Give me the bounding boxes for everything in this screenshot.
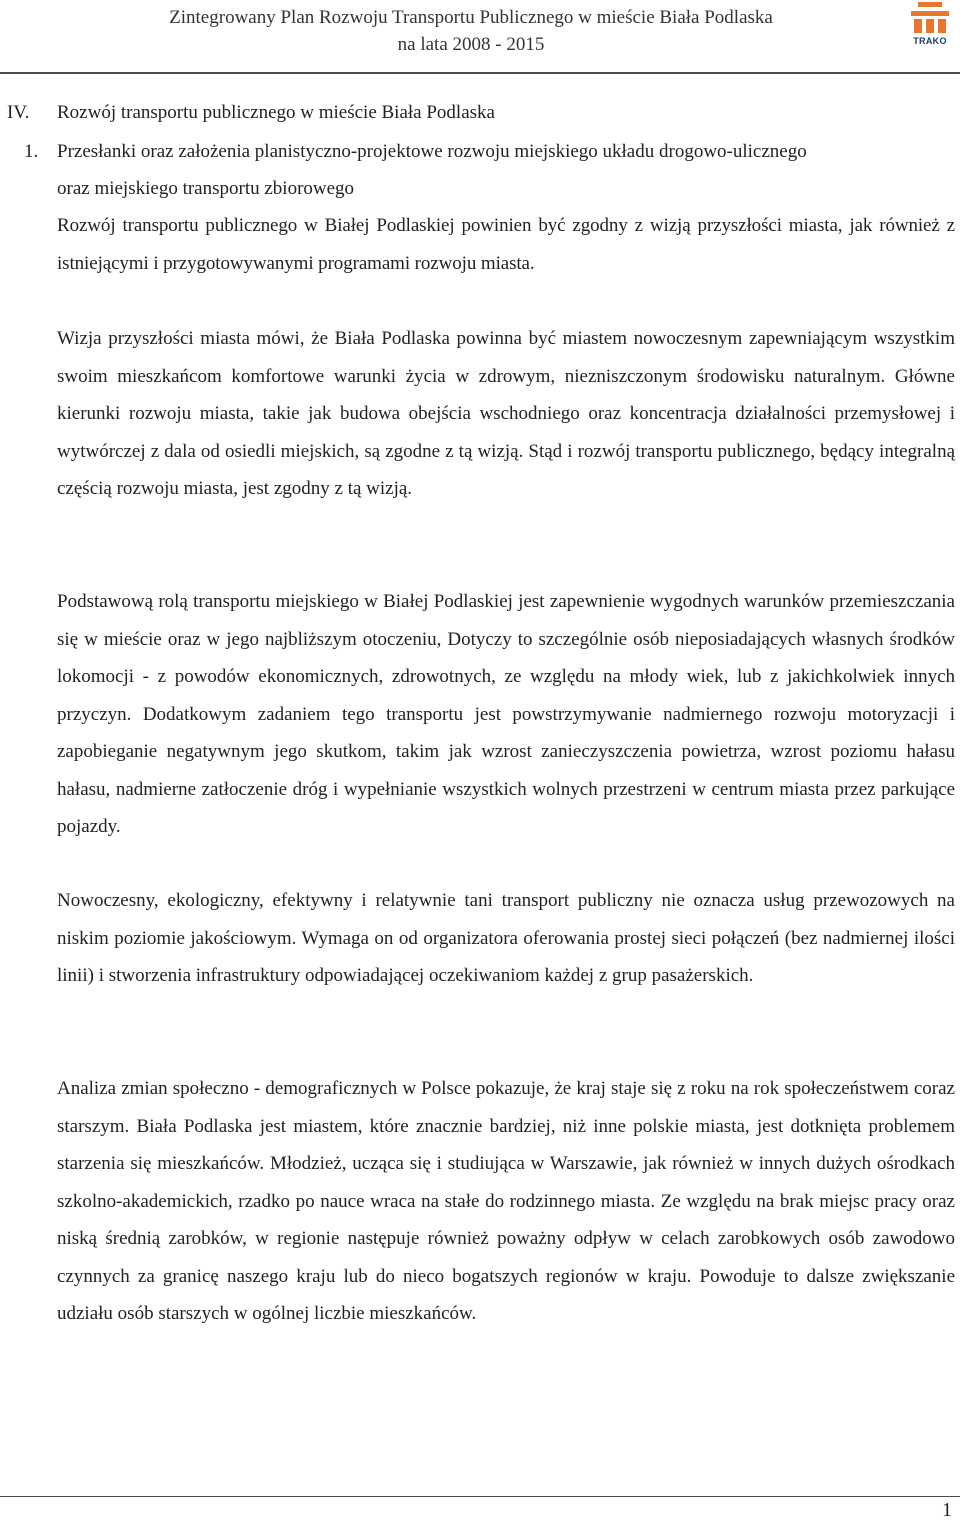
- subsection-number: 1.: [24, 141, 39, 162]
- document-title-line-2: na lata 2008 - 2015: [397, 34, 545, 55]
- document-title-line-1: Zintegrowany Plan Rozwoju Transportu Publicznego w mieście Biała Podlaska: [169, 7, 773, 28]
- footer-divider: [0, 1496, 960, 1497]
- subsection-title-line-2: oraz miejskiego transportu zbiorowego: [57, 178, 355, 199]
- paragraph-1: Rozwój transportu publicznego w Białej Podlaskiej powinien być zgodny z wizją przyszłości miasta, jak również z istniejącymi i przygotowywanymi programami rozwoju miasta.: [57, 215, 955, 274]
- document-title: [76, 4, 866, 58]
- trako-logo-text: TRAKO: [913, 36, 947, 46]
- paragraph-5: Analiza zmian społeczno - demograficznych w Polsce pokazuje, że kraj staje się z roku na rok społeczeństwem coraz starszym. Biała Podlaska jest miastem, które znacznie bardziej, niż inne polskie miasta, jest dotknięta problemem starzenia się mieszkańców. Młodzież, ucząca się i studiująca w Warszawie, jak również w innych dużych ośrodkach szkolno-akademickich, rzadko po nauce wraca na stałe do rodzinnego miasta. Ze względu na brak miejsc pracy oraz niską średnią zarobków, w regionie następuje również poważny odpływ w celach zarobkowych osób zawodowo czynnych za granicę naszego kraju lub do nieco bogatszych regionów w kraju. Powoduje to dalsze zwiększanie udziału osób starszych w ogólnej liczbie mieszkańców.: [57, 1078, 955, 1324]
- section-number: IV.: [7, 102, 30, 123]
- subsection-heading: [24, 139, 958, 203]
- paragraph-2: Wizja przyszłości miasta mówi, że Biała Podlaska powinna być miastem nowoczesnym zapewniającym wszystkim swoim mieszkańcom komfortowe warunki życia w zdrowym, niezniszczonym środowisku naturalnym. Główne kierunki rozwoju miasta, takie jak budowa obejścia wschodniego oraz koncentracja działalności przemysłowej i wytwórczej z dala od osiedli miejskich, są zgodne z tą wizją. Stąd i rozwój transportu publicznego, będący integralną częścią rozwoju miasta, jest zgodny z tą wizją.: [57, 328, 955, 499]
- section-title: Rozwój transportu publicznego w mieście Biała Podlaska: [57, 102, 495, 123]
- page-number: 1: [942, 1499, 952, 1521]
- section-heading: [7, 100, 907, 126]
- paragraph-3: Podstawową rolą transportu miejskiego w Białej Podlaskiej jest zapewnienie wygodnych warunków przemieszczania się w mieście oraz w jego najbliższym otoczeniu, Dotyczy to szczególnie osób nieposiadających własnych środków lokomocji - z powodów ekonomicznych, zdrowotnych, ze względu na młody wiek, lub z jakichkolwiek innych przyczyn. Dodatkowym zadaniem tego transportu jest powstrzymywanie nadmiernego rozwoju motoryzacji i zapobieganie negatywnym jego skutkom, takim jak wzrost zanieczyszczenia powietrza, wzrost poziomu hałasu hałasu, nadmierne zatłoczenie dróg i wypełnianie wszystkich wolnych przestrzeni w centrum miasta przez parkujące pojazdy.: [57, 591, 955, 837]
- paragraph-4: Nowoczesny, ekologiczny, efektywny i relatywnie tani transport publiczny nie oznacza usług przewozowych na niskim poziomie jakościowym. Wymaga on od organizatora oferowania prostej sieci połączeń (bez nadmiernej ilości linii) i stworzenia infrastruktury odpowiadającej oczekiwaniom każdej z grup pasażerskich.: [57, 890, 955, 986]
- subsection-title-line-1: Przesłanki oraz założenia planistyczno-projektowe rozwoju miejskiego układu drogowo-ulicznego: [57, 141, 807, 162]
- page-header: [0, 0, 960, 74]
- header-divider: [0, 72, 960, 74]
